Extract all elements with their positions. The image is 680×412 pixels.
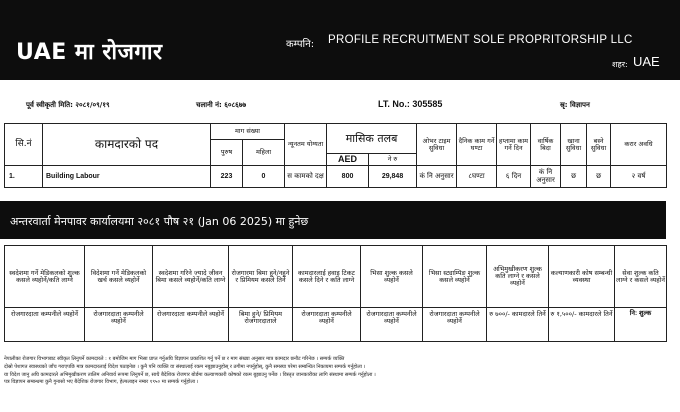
footer-line: नेपालीका रोजगार विभागबाट स्वीकृत लिनुपर्ने कामदारले : १ बमोजिम माग भिसा प्राप्त गर्नुअघि विज्ञापन प्रकाशित गर्नु पर्ने छ र माग संख्या अनुसार मात्र कामदार छनौट गरिनेछ । सम्पर्क व्यक्ति <box>4 356 345 362</box>
cost-orientation: रु ७००/- कामदारले तिर्ने <box>487 308 549 342</box>
footer-line: या विदेश जानु अघि कामदारले अभिमुखीकरण तालिम अनिवार्य रूपमा लिनुपर्ने छ, साथै बैदेशिक रोजगार बोर्डमा कल्याणकारी कोषको रकम बुझाउनु पर्नेछ । विस्तृत जानकारीका लागि संस्थामा सम्पर्क गर्नुहोला । <box>4 371 376 378</box>
header-min-qualification: न्यूनतम योग्यता <box>285 124 327 166</box>
header-male: पुरुष <box>211 140 243 166</box>
cost-employment-insurance: बिमा हुने/ प्रिमियम रोजगारदाताले <box>229 308 293 342</box>
row-contract: २ वर्ष <box>611 166 667 188</box>
header-days: हप्तामा काम गर्ने दिन <box>497 124 531 166</box>
header-post: कामदारको पद <box>43 124 211 166</box>
cost-visa-stamping: रोजगारदाता कम्पनीले व्यहोर्ने <box>423 308 487 342</box>
city-label: शहर: <box>612 60 628 69</box>
job-table <box>4 123 666 188</box>
header-demand: माग संख्या <box>211 124 285 140</box>
cost-header-employment-insurance: रोजगारमा बिमा हुने/नहुने र प्रिमियम कसले तिर्ने <box>229 246 293 308</box>
lot-number: LT. No.: 305585 <box>378 99 443 109</box>
cost-air-ticket: रोजगारदाता कम्पनीले व्यहोर्ने <box>293 308 361 342</box>
lot-number-nepali: चलानी नं: ६०८६७७ <box>196 101 247 109</box>
cost-local-medical: रोजगारदाता कम्पनीले व्यहोर्ने <box>5 308 85 342</box>
footer-line: दोस्रो पेशागत स्वास्थ्यको जाँच गराएपछि मात्र कामदारलाई विदेश पठाइनेछ । कुनै पनि व्यक्ति वा संस्थालाई रकम नबुझाउनुहोस् र ठगीमा नपर्नुहोस्, कुनै समस्या परेमा सम्बन्धित निकायमा सम्पर्क गर्नुहोला । <box>4 363 366 370</box>
header-hours: दैनिक काम गर्ने घण्टा <box>457 124 497 166</box>
row-male: 223 <box>211 166 243 188</box>
header-npr: ने रु <box>369 154 417 166</box>
cost-header-local-medical: स्वदेशमा गर्ने मेडिकलको शुल्क कसले व्यहोर्ने/कति लाग्ने <box>5 246 85 308</box>
header-food: खाना सुविधा <box>561 124 587 166</box>
cost-foreign-medical: रोजगारदाता कम्पनीले व्यहोर्ने <box>85 308 153 342</box>
cost-table <box>4 245 666 342</box>
company-label: कम्पनि: <box>286 39 315 50</box>
row-overtime: कं नि अनुसार <box>417 166 457 188</box>
interview-text: अन्तरवार्ता मेनपावर कार्यालयमा २०८१ पौष २१ (Jan 06 2025) मा हुनेछ <box>10 215 309 228</box>
row-post: Building Labour <box>43 166 211 188</box>
header-salary: मासिक तलब <box>327 124 417 154</box>
table-row <box>5 166 667 188</box>
row-leave: कं नि अनुसार <box>531 166 561 188</box>
company-name: PROFILE RECRUITMENT SOLE PROPRITORSHIP LLC <box>328 34 633 46</box>
cost-header-air-ticket: कामदारलाई हवाइ टिकट कसले दिने र कति लाग्ने <box>293 246 361 308</box>
row-days: ६ दिन <box>497 166 531 188</box>
header-contract: करार अवधि <box>611 124 667 166</box>
header-female: महिला <box>243 140 285 166</box>
header-accommodation: बस्ने सुविधा <box>587 124 611 166</box>
cost-header-visa-stamping: भिसा स्ट्याम्पिङ शुल्क कसले व्यहोर्ने <box>423 246 487 308</box>
cost-welfare-fund: रु १,५००/- कामदारले तिर्ने <box>549 308 615 342</box>
cost-visa-fee: रोजगारदाता कम्पनीले व्यहोर्ने <box>361 308 423 342</box>
ad-header <box>0 0 680 80</box>
row-aed: 800 <box>327 166 369 188</box>
cost-header-insurance: स्वदेशमा गरिने ज्यादे जीवन बिमा कसले व्यहोर्ने/कति लाग्ने <box>153 246 229 308</box>
row-qualification: स कामको दक्ष <box>285 166 327 188</box>
city-name: UAE <box>633 54 660 69</box>
header-aed: AED <box>327 154 369 166</box>
footer-line: पत्र विज्ञापन सम्बन्धमा कुनै गुनासो भए बैदेशिक रोजगार विभाग, हेल्पलाइन नम्बर १९५० मा सम्पर्क गर्नुहोला । <box>4 379 199 386</box>
cost-header-service-fee: सेवा शुल्क कति लाग्ने र कसले व्यहोर्ने <box>615 246 667 308</box>
ad-title: UAE मा रोजगार <box>16 40 163 65</box>
row-accommodation: छ <box>587 166 611 188</box>
cost-header-visa-fee: भिसा शुल्क कसले व्यहोर्ने <box>361 246 423 308</box>
header-leave: वार्षिक बिदा <box>531 124 561 166</box>
cost-insurance: रोजगारदाता कम्पनीले व्यहोर्ने <box>153 308 229 342</box>
cost-service-fee: नि: शुल्क <box>615 308 667 342</box>
header-overtime: ओभर टाइम सुविधा <box>417 124 457 166</box>
row-female: 0 <box>243 166 285 188</box>
row-hours: ८घण्टा <box>457 166 497 188</box>
footer-notes <box>4 356 670 387</box>
row-npr: 29,848 <box>369 166 417 188</box>
header-serial: सि.नं <box>5 124 43 166</box>
pre-approval-date: पूर्व स्वीकृती मिति: २०८१/०९/१९ <box>26 101 110 109</box>
interview-banner <box>0 201 666 239</box>
cost-header-welfare-fund: कल्याणकारी कोष सम्बन्धी व्यवस्था <box>549 246 615 308</box>
row-serial: 1. <box>5 166 43 188</box>
cost-header-orientation: अभिमुखीकरण शुल्क कति लाग्ने र कसले व्यहोर्ने <box>487 246 549 308</box>
source-label: स्रृ: विज्ञापन <box>560 101 590 109</box>
row-food: छ <box>561 166 587 188</box>
cost-header-foreign-medical: विदेशमा गर्ने मेडिकलको खर्च कसले व्यहोर्ने <box>85 246 153 308</box>
